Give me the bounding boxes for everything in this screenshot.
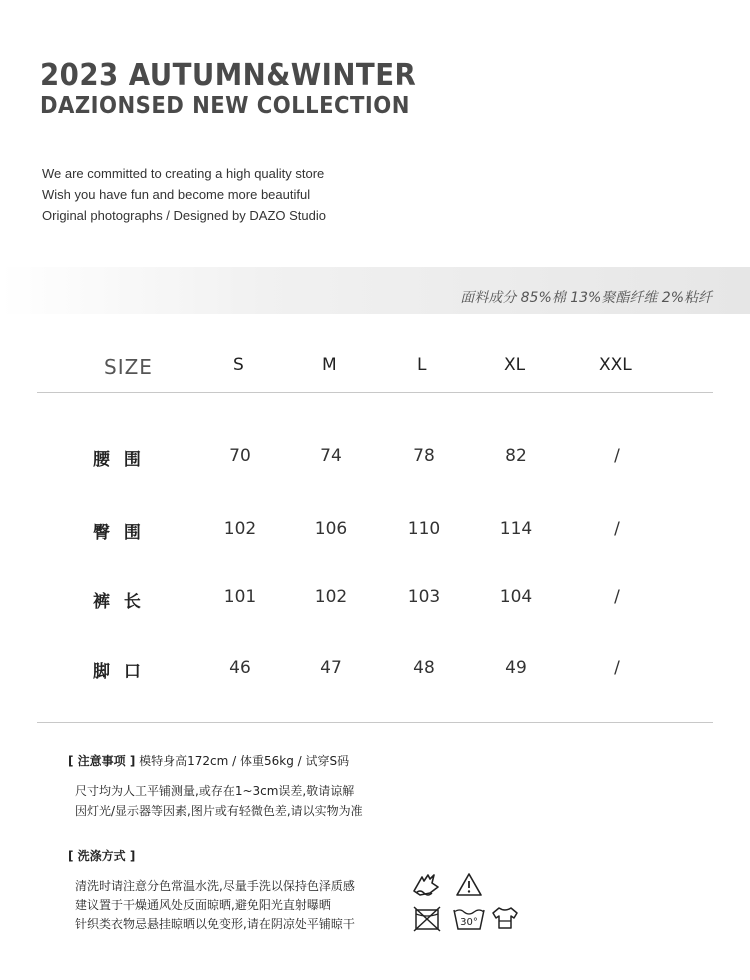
collection-subtitle: DAZIONSED NEW COLLECTION <box>40 93 410 119</box>
table-cell: 104 <box>499 587 533 607</box>
row-label-leg-opening: 脚 口 <box>93 662 145 682</box>
table-cell: 82 <box>505 446 527 466</box>
table-cell: 103 <box>407 587 441 607</box>
col-l: L <box>417 355 427 375</box>
table-cell: 78 <box>413 446 435 466</box>
notes-heading: [ 注意事项 ] <box>68 754 136 768</box>
warning-icon <box>455 872 483 897</box>
size-header: SIZE <box>104 355 153 379</box>
wash-30-icon <box>452 905 486 931</box>
table-cell: / <box>614 587 620 607</box>
table-cell: 47 <box>320 658 342 678</box>
table-cell: 102 <box>314 587 348 607</box>
table-cell: 101 <box>223 587 257 607</box>
row-label-hip: 臀 围 <box>93 523 145 543</box>
tagline-3: Original photographs / Designed by DAZO Studio <box>42 208 326 223</box>
do-not-tumble-dry-icon <box>413 906 441 932</box>
table-cell: 74 <box>320 446 342 466</box>
fabric-composition: 面料成分 85%棉 13%聚酯纤维 2%粘纤 <box>460 290 712 306</box>
row-label-length: 裤 长 <box>93 592 145 612</box>
table-cell: 70 <box>229 446 251 466</box>
wash-line-1: 清洗时请注意分色常温水洗,尽量手洗以保持色泽质感 <box>75 879 355 893</box>
table-bottom-rule <box>37 722 713 723</box>
row-label-waist: 腰 围 <box>93 450 145 470</box>
note-line-1: 尺寸均为人工平铺测量,或存在1~3cm误差,敬请谅解 <box>75 784 355 798</box>
col-xxl: XXL <box>599 355 632 375</box>
col-s: S <box>233 355 244 375</box>
hand-wash-icon <box>410 869 442 899</box>
washing-section <box>68 847 135 864</box>
table-top-rule <box>37 392 713 393</box>
table-cell: 49 <box>505 658 527 678</box>
notes-section <box>68 752 349 769</box>
table-cell: 106 <box>314 519 348 539</box>
collection-title: 2023 AUTUMN&WINTER <box>40 58 417 93</box>
note-line-2: 因灯光/显示器等因素,图片或有轻微色差,请以实物为准 <box>75 804 363 818</box>
wash-temp-label: 30° <box>460 917 478 928</box>
tagline-2: Wish you have fun and become more beautiful <box>42 187 311 202</box>
table-cell: 46 <box>229 658 251 678</box>
washing-heading: [ 洗涤方式 ] <box>68 849 136 863</box>
table-cell: 48 <box>413 658 435 678</box>
col-xl: XL <box>504 355 526 375</box>
model-info: 模特身高172cm / 体重56kg / 试穿S码 <box>139 754 350 768</box>
table-cell: 102 <box>223 519 257 539</box>
wash-line-2: 建议置于干燥通风处反面晾晒,避免阳光直射曝晒 <box>75 898 331 912</box>
table-cell: / <box>614 446 620 466</box>
table-cell: / <box>614 519 620 539</box>
table-cell: 110 <box>407 519 441 539</box>
dry-flat-shirt-icon <box>490 905 520 931</box>
col-m: M <box>322 355 337 375</box>
wash-line-3: 针织类衣物忌悬挂晾晒以免变形,请在阴凉处平铺晾干 <box>75 917 355 931</box>
table-cell: / <box>614 658 620 678</box>
table-cell: 114 <box>499 519 533 539</box>
tagline-1: We are committed to creating a high quality store <box>42 166 325 181</box>
